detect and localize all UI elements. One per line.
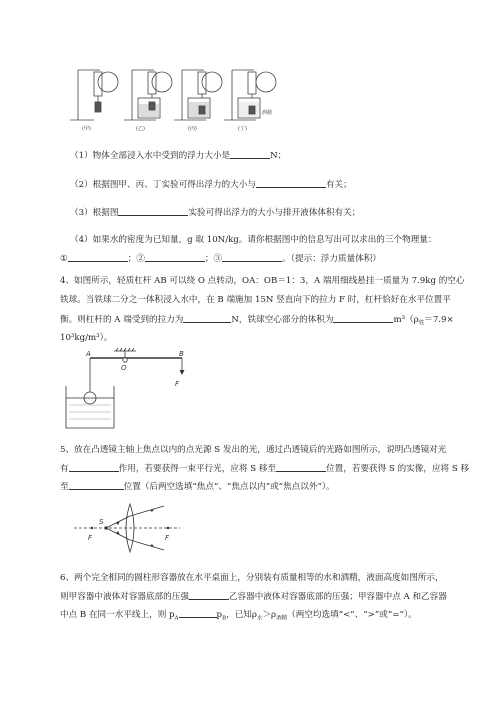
q6-line3-gt: ＞ρ (262, 610, 277, 620)
q6-line3-rho: ，已知ρ (226, 610, 257, 620)
circle-2-label: ；② (127, 254, 145, 264)
rho-alcohol-subscript: 酒精 (276, 615, 288, 622)
q5-line3-tail: 位置（后两空选填“焦点”、“焦点以内”或“焦点以外”）。 (123, 482, 335, 492)
rho-water-subscript: 水 (256, 615, 263, 622)
point-a-label: A (86, 350, 91, 358)
q4-line3-text-b: N，铁球空心部分的体积为 (231, 315, 334, 325)
q4-line3-tail: ＝7.9× (424, 315, 454, 325)
q6-line1: 6、两个完全相同的圆柱形容器放在水平桌面上，分别装有质量相等的水和酒精，液面高度如图所示， (60, 573, 444, 583)
q3-item-2-tail: 有关； (325, 180, 352, 190)
pb-subscript: B (222, 615, 227, 622)
answer-blank[interactable] (189, 590, 229, 600)
q5-line2-text-b: 作用，若要获得一束平行光，应将 S 移至 (118, 464, 277, 474)
q3-item-3-tail: 实验可得出浮力的大小与排开液体体积有关； (188, 208, 361, 218)
q3-item-1-text: （1）物体全部浸入水中受到的浮力大小是 (70, 151, 231, 161)
answer-blank[interactable] (222, 252, 282, 262)
q6-line2-tail: 乙容器中液体对容器底部的压强；甲容器中点 A 和乙容器 (228, 592, 447, 602)
q4-line3-text: 衡。则杠杆的 A 端受到的拉力为 (60, 315, 184, 325)
lever-figure (58, 348, 193, 436)
answer-blank[interactable] (68, 252, 128, 262)
q6-line3-tail: （两空均选填“<”、“>”或“=”）。 (287, 610, 417, 620)
q6-line2 (60, 590, 447, 603)
alcohol-label: 酒精 (262, 110, 273, 116)
answer-blank[interactable] (276, 462, 326, 472)
q3-item-4-text: （4）如果水的密度为已知量，g 取 10N/kg。请你根据图中的信息写出可以求出的三个物理量： (70, 235, 437, 245)
q4-line4: 10³kg/m³）。 (60, 333, 113, 343)
answer-blank[interactable] (230, 149, 270, 159)
pivot-o-label: O (121, 364, 127, 372)
q5-line3-text: 至 (60, 482, 69, 492)
focus-right-label: F (165, 534, 170, 542)
q6-line3-p: p (216, 610, 223, 620)
q5-line2 (60, 462, 469, 475)
q3-item-1-unit: N； (270, 151, 287, 161)
q5-line3 (60, 480, 335, 493)
caption-jia: (甲) (82, 126, 91, 132)
answer-blank[interactable] (118, 206, 188, 216)
caption-bing: (丙) (188, 126, 197, 132)
answer-blank[interactable] (69, 462, 119, 472)
q3-item-4-line2 (60, 252, 381, 265)
circle-3-label: ；③ (204, 254, 223, 264)
caption-ding: (丁) (238, 126, 247, 132)
q3-item-3-text: （3）根据图 (70, 208, 119, 218)
q3-item-1 (70, 149, 286, 162)
q5-line2-text: 有 (60, 464, 69, 474)
caption-yi: (乙) (136, 126, 145, 132)
lens-figure (72, 500, 182, 558)
rho-subscript: 铁 (418, 320, 425, 327)
q6-line3 (60, 608, 417, 621)
hint-text: 。（提示：浮力质量体积） (282, 254, 381, 264)
q4-line2: 铁球。当铁球二分之一体积浸入水中，在 B 端施加 15N 竖直向下的拉力 F 时，杠杆恰好在水平位置平 (60, 295, 451, 305)
q4-line3 (60, 313, 454, 326)
q5-line1: 5、放在凸透镜主轴上焦点以内的点光源 S 发出的光，通过凸透镜后的光路如图所示，说明凸透镜对光 (60, 445, 447, 455)
point-b-label: B (179, 350, 184, 358)
q4-line1: 4、如图所示，轻质杠杆 AB 可以绕 O 点转动，OA：OB＝1：3，A 端用细线悬挂一质量为 7.9kg 的空心 (60, 276, 465, 286)
circle-1-label: ① (60, 254, 68, 264)
answer-blank[interactable] (183, 313, 231, 323)
answer-blank[interactable] (69, 480, 124, 490)
answer-blank[interactable] (333, 313, 393, 323)
q4-line3-unit: m³（ρ (393, 315, 419, 325)
q6-line3-text: 中点 B 在同一水平线上，则 p (60, 610, 175, 620)
spring-scale-figure (60, 56, 280, 136)
answer-blank[interactable] (256, 178, 326, 188)
q5-line2-text-c: 位置，若要获得 S 的实像，应将 S 移 (326, 464, 470, 474)
q3-item-3 (70, 206, 360, 219)
q3-item-2-text: （2）根据图甲、丙、丁实验可得出浮力的大小与 (70, 180, 256, 190)
q3-item-4-line1 (70, 234, 436, 246)
focus-left-label: F (88, 534, 93, 542)
answer-blank[interactable] (145, 252, 205, 262)
source-s-label: S (99, 518, 104, 526)
force-f-label: F (175, 380, 180, 388)
q3-item-2 (70, 178, 352, 191)
pa-subscript: A (174, 615, 179, 622)
answer-blank[interactable] (179, 608, 217, 618)
q6-line2-text: 则甲容器中液体对容器底部的压强 (60, 592, 189, 602)
